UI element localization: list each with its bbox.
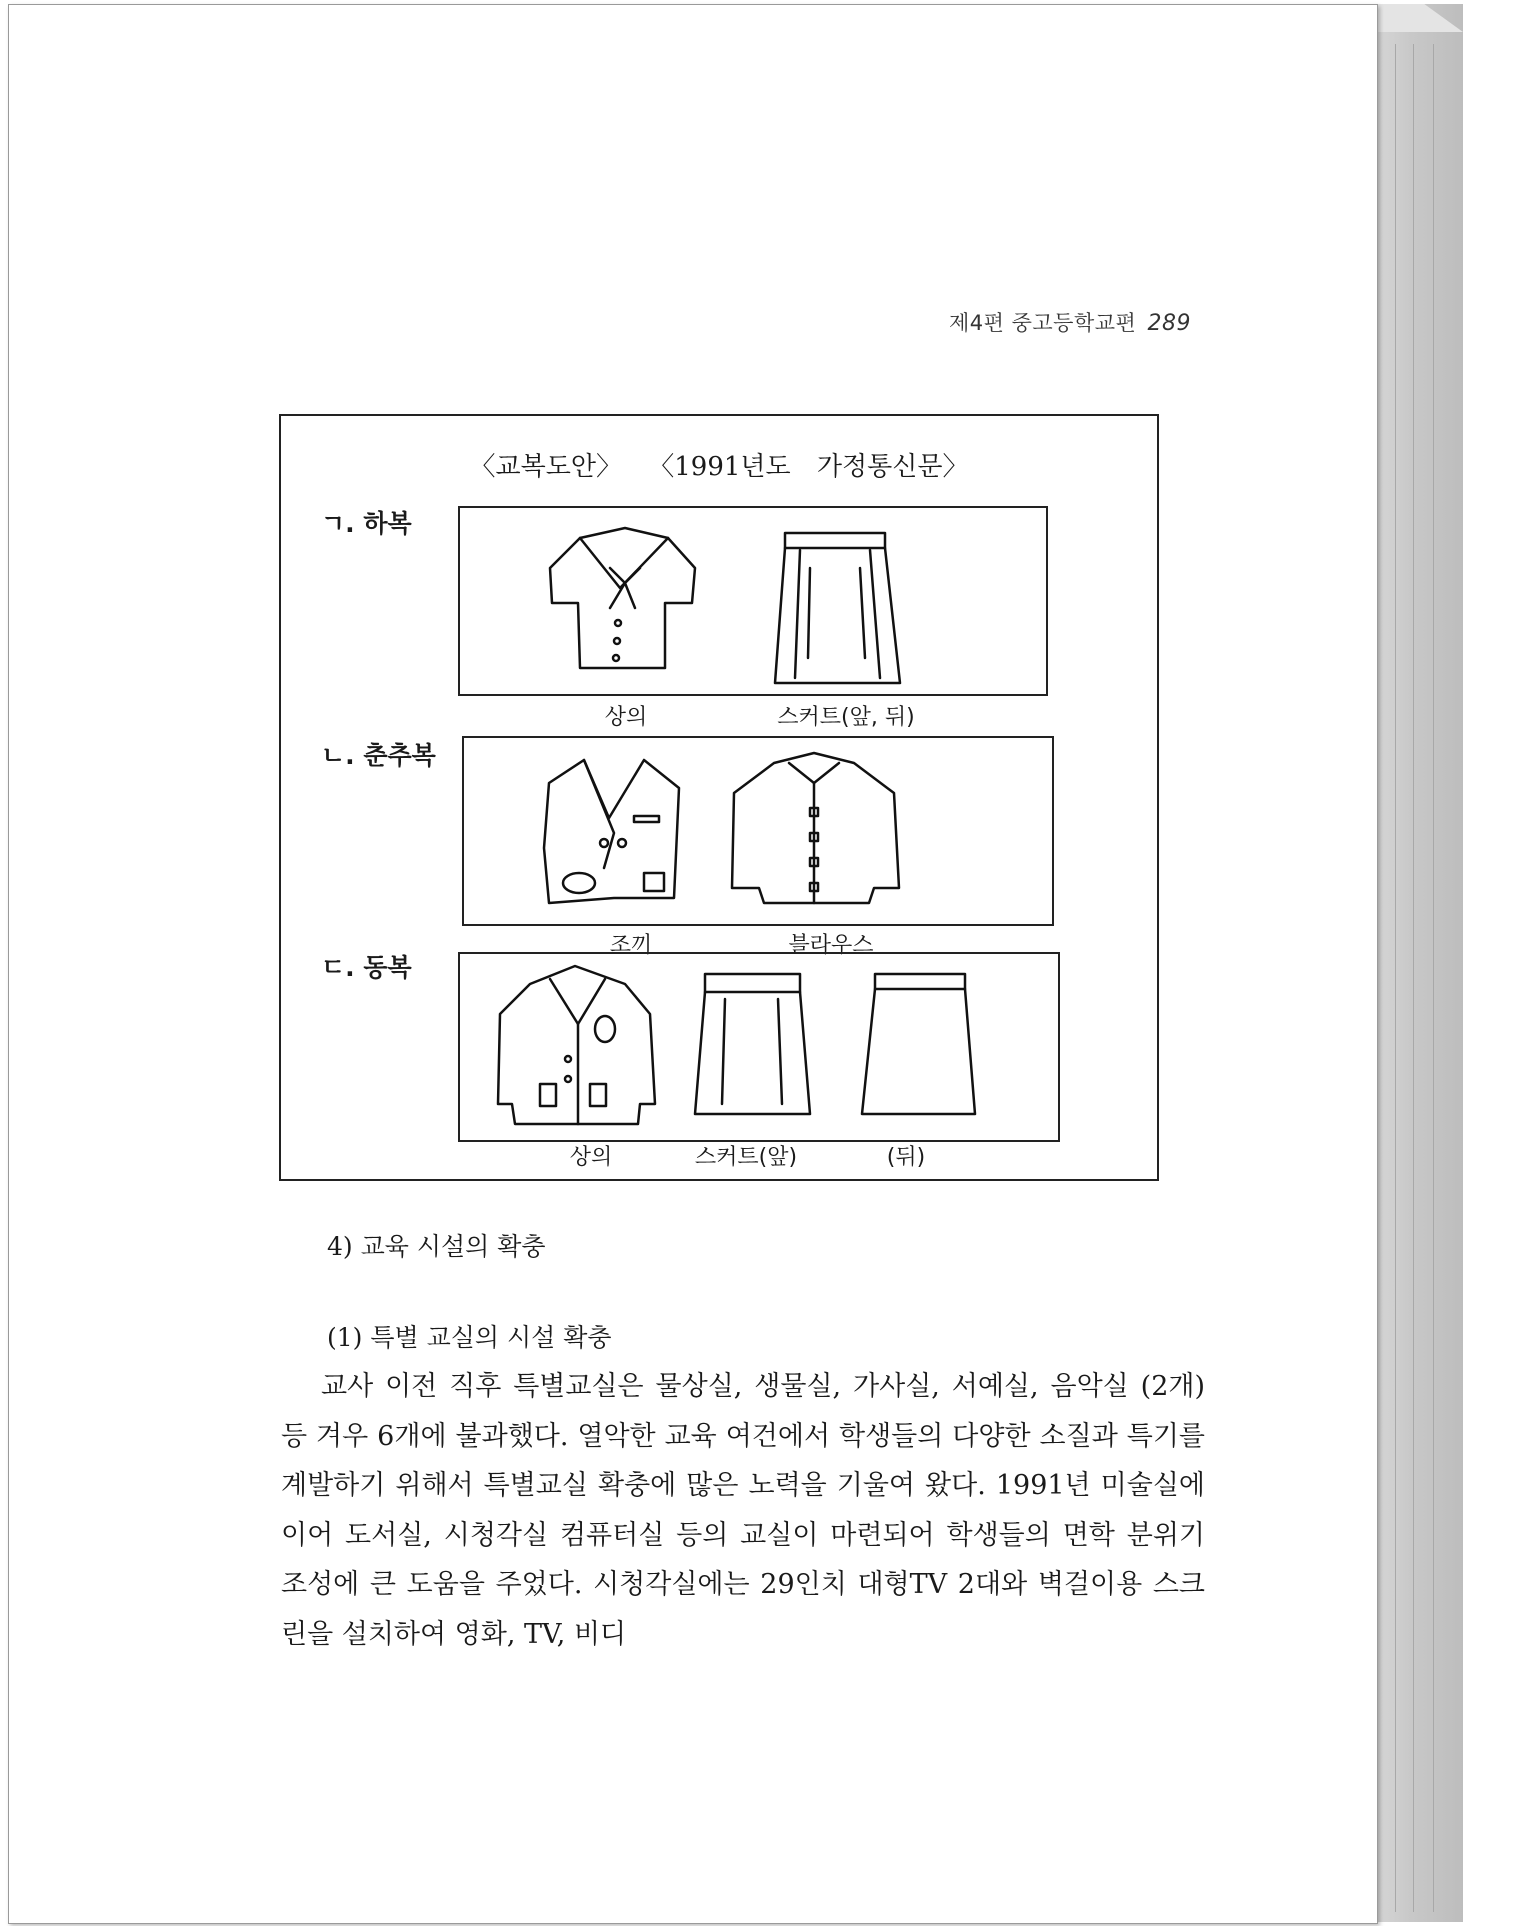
- spring-autumn-uniform-drawing: [464, 738, 1056, 928]
- button: [613, 655, 619, 661]
- running-head-section: 제4편 중고등학교편: [949, 311, 1137, 335]
- winter-skirt-back-outline: [862, 989, 975, 1114]
- jacket-pocket: [540, 1084, 556, 1106]
- button: [618, 839, 626, 847]
- page-edge-line: [1433, 44, 1434, 1912]
- uniform-design-figure: [279, 414, 1159, 1181]
- summer-blouse-outline: [550, 528, 695, 668]
- button: [565, 1076, 571, 1082]
- panel-spring-autumn: [462, 736, 1054, 926]
- jacket-pocket: [590, 1084, 606, 1106]
- panel-summer: [458, 506, 1048, 696]
- winter-skirt-waistband: [705, 974, 800, 992]
- blouse-outline: [732, 753, 899, 903]
- section-label-summer: ㄱ. 하복: [321, 509, 412, 538]
- button: [614, 638, 620, 644]
- caption-winter-top: 상의: [569, 1145, 613, 1170]
- summer-blouse-tie: [610, 568, 640, 608]
- body-paragraph: [281, 1362, 1205, 1659]
- jacket-badge: [595, 1016, 615, 1042]
- book-page: [8, 4, 1378, 1924]
- caption-winter-skirt-front: 스커트(앞): [694, 1145, 798, 1170]
- summer-skirt-outline: [775, 548, 900, 683]
- winter-skirt-pleats: [722, 999, 782, 1104]
- caption-winter-skirt-back: (뒤): [886, 1145, 926, 1170]
- running-head: [949, 307, 1191, 337]
- figure-title-left: 〈교복도안〉: [469, 452, 622, 482]
- figure-title-right: 〈1991년도 가정통신문〉: [648, 452, 969, 482]
- page-number: 289: [1147, 311, 1192, 336]
- figure-title: [281, 446, 1157, 483]
- subsection-heading: (1) 특별 교실의 시설 확충: [327, 1323, 612, 1352]
- page-edge-line: [1395, 44, 1396, 1912]
- summer-skirt-waistband: [785, 533, 885, 548]
- panel-winter: [458, 952, 1060, 1142]
- caption-summer-top: 상의: [604, 705, 648, 730]
- vest-pocket: [644, 873, 664, 891]
- blouse-collar: [789, 763, 839, 783]
- page-stack-edge: [1376, 4, 1463, 1922]
- jacket-lapel: [550, 979, 605, 1024]
- section-label-winter: ㄷ. 동복: [321, 953, 412, 982]
- winter-uniform-drawing: [460, 954, 1062, 1144]
- winter-skirt-back-waistband: [875, 974, 965, 989]
- page-edge-line: [1413, 44, 1414, 1912]
- caption-blouse: 블라우스: [788, 933, 874, 958]
- section-label-spring-autumn: ㄴ. 춘추복: [321, 741, 436, 770]
- vest-patch: [563, 873, 595, 893]
- vest-pocket-flap: [634, 816, 659, 822]
- paragraph-text: 교사 이전 직후 특별교실은 물상실, 생물실, 가사실, 서예실, 음악실 (2개) 등 겨우 6개에 불과했다. 열악한 교육 여건에서 학생들의 다양한 소질과 특기를 계발하기 위해서 특별교실 확충에 많은 노력을 기울여 왔다. 1991년 미술실에 이어 도서실, 시청각실 컴퓨터실 등의 교실이 마련되어 학생들의 면학 분위기 조성에 큰 도움을 주었다. 시청각실에는 29인치 대형TV 2대와 벽걸이용 스크린을 설치하여 영화, TV, 비디: [281, 1371, 1205, 1650]
- section-heading: 4) 교육 시설의 확충: [327, 1232, 546, 1261]
- caption-vest: 조끼: [609, 933, 653, 958]
- caption-summer-skirt: 스커트(앞, 뒤): [777, 705, 915, 730]
- summer-uniform-drawing: [460, 508, 1050, 698]
- button: [600, 839, 608, 847]
- summer-skirt-pleats: [795, 550, 880, 678]
- jacket-outline: [498, 966, 655, 1124]
- button: [615, 620, 621, 626]
- button: [565, 1056, 571, 1062]
- page-stack-top: [1377, 4, 1463, 32]
- winter-skirt-front-outline: [695, 992, 810, 1114]
- vest-lapel: [584, 760, 614, 868]
